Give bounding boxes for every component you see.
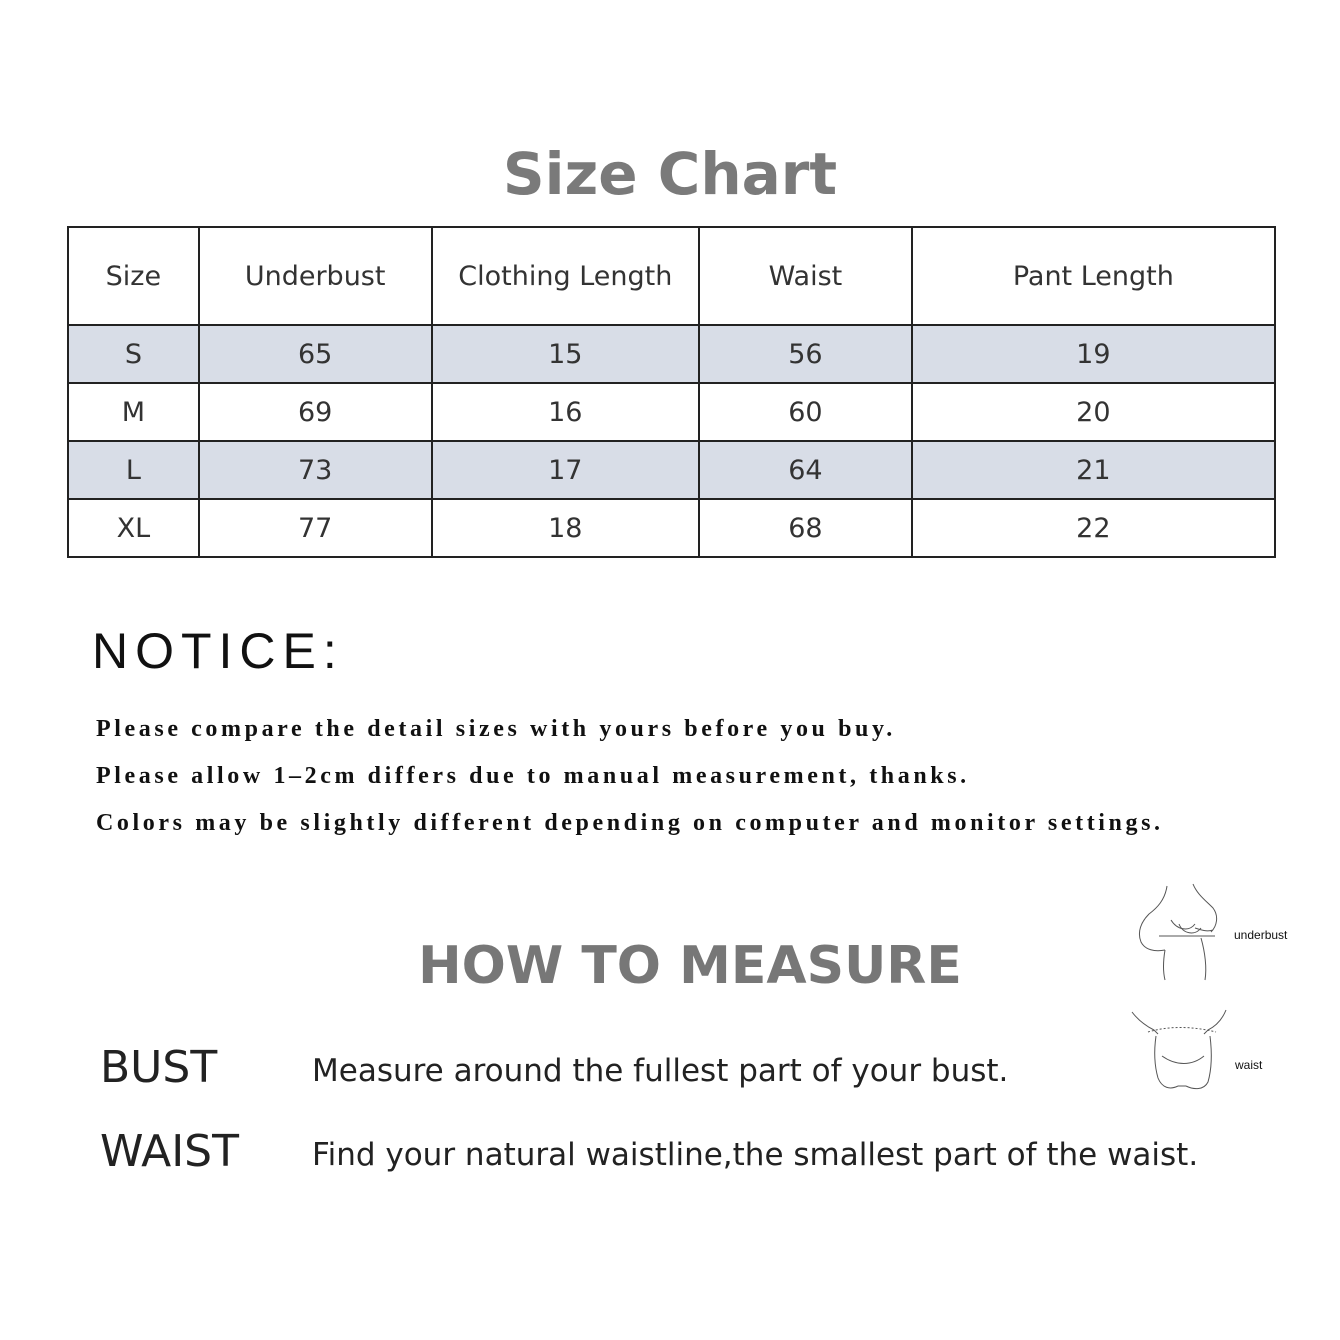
table-row [68,499,1275,557]
header-size: Size [68,227,199,325]
cell-pant-length: 21 [912,441,1275,499]
header-pant-length: Pant Length [912,227,1275,325]
cell-waist: 68 [699,499,912,557]
table-header-row [68,227,1275,325]
waist-figure-icon [1128,1006,1233,1094]
bust-label: BUST [100,1042,218,1093]
cell-pant-length: 19 [912,325,1275,383]
notice-line: Colors may be slightly different depending on computer and monitor settings. [96,810,1164,836]
notice-line: Please allow 1–2cm differs due to manual measurement, thanks. [96,763,970,789]
underbust-figure-label: underbust [1234,928,1288,942]
size-chart-title: Size Chart [502,140,838,208]
table-row [68,383,1275,441]
table-row [68,441,1275,499]
waist-description: Find your natural waistline,the smallest part of the waist. [312,1137,1199,1173]
table-row [68,325,1275,383]
cell-waist: 56 [699,325,912,383]
header-underbust: Underbust [199,227,432,325]
cell-pant-length: 20 [912,383,1275,441]
cell-underbust: 65 [199,325,432,383]
cell-underbust: 73 [199,441,432,499]
cell-clothing-length: 17 [432,441,700,499]
cell-waist: 60 [699,383,912,441]
bust-description: Measure around the fullest part of your bust. [312,1053,1009,1089]
cell-underbust: 69 [199,383,432,441]
cell-size: L [68,441,199,499]
waist-figure-label: waist [1235,1058,1263,1072]
cell-clothing-length: 15 [432,325,700,383]
header-waist: Waist [699,227,912,325]
notice-title: NOTICE: [92,623,344,679]
size-table [67,226,1276,558]
cell-waist: 64 [699,441,912,499]
how-to-measure-title: HOW TO MEASURE [418,936,962,996]
cell-pant-length: 22 [912,499,1275,557]
notice-line: Please compare the detail sizes with yours before you buy. [96,716,896,742]
cell-clothing-length: 16 [432,383,700,441]
waist-label: WAIST [100,1126,239,1177]
header-clothing-length: Clothing Length [432,227,700,325]
cell-size: XL [68,499,199,557]
cell-size: M [68,383,199,441]
cell-clothing-length: 18 [432,499,700,557]
cell-underbust: 77 [199,499,432,557]
cell-size: S [68,325,199,383]
